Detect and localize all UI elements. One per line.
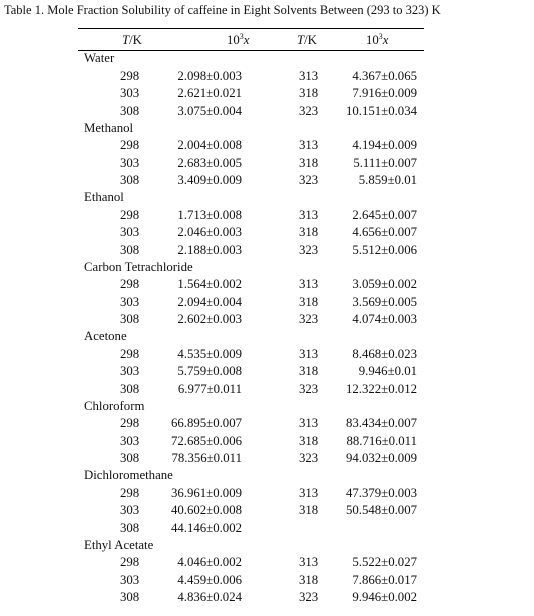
solubility-cell: 2.094±0.004 [177,294,242,309]
temperature-cell: 303 [120,364,140,378]
solubility-cell: 78.356±0.011 [171,451,242,465]
temperature-cell: 308 [120,520,140,535]
temperature-cell: 313 [299,207,319,222]
solubility-cell: 5.522±0.027 [352,555,417,569]
solubility-cell: 3.075±0.004 [177,103,242,118]
temperature-cell: 298 [120,207,140,222]
temperature-cell: 303 [120,294,140,309]
temperature-cell: 323 [299,312,319,326]
temperature-cell: 313 [299,555,319,569]
solubility-cell: 72.685±0.006 [170,433,242,448]
solubility-cell: 4.656±0.007 [352,225,417,239]
temperature-cell: 308 [120,590,140,604]
temperature-cell: 303 [120,572,140,587]
temperature-cell: 308 [120,451,140,465]
solubility-cell: 8.468±0.023 [352,346,417,361]
temperature-cell: 308 [120,381,140,396]
solvent-label: Water [84,51,115,65]
header-temperature-1: T/K [122,33,142,47]
temperature-cell: 318 [299,364,319,378]
solubility-cell: 5.859±0.01 [358,173,417,187]
temperature-cell: 303 [120,225,140,239]
temperature-cell: 303 [120,433,140,448]
solubility-cell: 3.569±0.005 [352,294,417,309]
temperature-cell: 298 [120,138,140,152]
solubility-cell: 3.059±0.002 [352,277,417,291]
solubility-cell: 9.946±0.01 [358,364,417,378]
temperature-cell: 298 [120,555,140,569]
temperature-cell: 313 [299,138,319,152]
temperature-cell: 303 [120,503,140,517]
solubility-cell: 6.977±0.011 [177,381,242,396]
solubility-cell: 2.046±0.003 [177,225,242,239]
temperature-cell: 298 [120,277,140,291]
solubility-cell: 2.621±0.021 [177,86,242,100]
solubility-cell: 50.548±0.007 [345,503,417,517]
solvent-label: Carbon Tetrachloride [84,259,193,274]
temperature-cell: 318 [299,294,319,309]
solubility-cell: 36.961±0.009 [170,485,242,500]
solubility-cell: 4.836±0.024 [177,590,242,604]
top-rule [78,28,424,29]
temperature-cell: 318 [299,155,319,170]
temperature-cell: 318 [299,572,319,587]
solubility-cell: 7.866±0.017 [352,572,417,587]
temperature-cell: 308 [120,242,140,257]
solubility-cell: 2.645±0.007 [352,207,417,222]
solubility-cell: 1.713±0.008 [177,207,242,222]
solubility-cell: 4.459±0.006 [177,572,242,587]
header-temperature-2: T/K [297,33,317,47]
temperature-cell: 313 [299,277,319,291]
temperature-cell: 323 [299,590,319,604]
solubility-cell: 83.434±0.007 [345,416,417,430]
solubility-cell: 5.759±0.008 [177,364,242,378]
temperature-cell: 318 [299,86,319,100]
solubility-cell: 44.146±0.002 [170,520,242,535]
solvent-label: Methanol [84,120,134,135]
solubility-cell: 4.194±0.009 [352,138,417,152]
temperature-cell: 298 [120,416,140,430]
temperature-cell: 308 [120,103,140,118]
solubility-cell: 5.111±0.007 [353,155,417,170]
temperature-cell: 318 [299,433,319,448]
solubility-cell: 2.098±0.003 [177,68,242,83]
temperature-cell: 298 [120,346,140,361]
header-mole-fraction-2: $10^3x$ [366,32,389,47]
solubility-cell: 9.946±0.002 [352,590,417,604]
solubility-cell: 1.564±0.002 [177,277,242,291]
solubility-cell: 4.074±0.003 [352,312,417,326]
temperature-cell: 313 [299,485,319,500]
temperature-cell: 323 [299,451,319,465]
solubility-cell: 4.535±0.009 [177,346,242,361]
solubility-cell: 2.188±0.003 [177,242,242,257]
solubility-cell: 7.916±0.009 [352,86,417,100]
solubility-cell: 4.046±0.002 [177,555,242,569]
solvent-label: Ethanol [84,190,124,204]
solvent-label: Dichloromethane [84,468,173,482]
solubility-cell: 2.004±0.008 [177,138,242,152]
solubility-cell: 94.032±0.009 [345,451,417,465]
temperature-cell: 298 [120,68,140,83]
temperature-cell: 303 [120,86,140,100]
solubility-cell: 2.683±0.005 [177,155,242,170]
solubility-cell: 40.602±0.008 [170,503,242,517]
temperature-cell: 313 [299,416,319,430]
temperature-cell: 313 [299,346,319,361]
temperature-cell: 323 [299,381,319,396]
solubility-cell: 47.379±0.003 [345,485,417,500]
solubility-cell: 3.409±0.009 [177,173,242,187]
temperature-cell: 318 [299,503,319,517]
temperature-cell: 323 [299,173,319,187]
temperature-cell: 323 [299,103,319,118]
temperature-cell: 318 [299,225,319,239]
temperature-cell: 298 [120,485,140,500]
temperature-cell: 308 [120,312,140,326]
temperature-cell: 323 [299,242,319,257]
solubility-cell: 4.367±0.065 [352,68,417,83]
solubility-cell: 2.602±0.003 [177,312,242,326]
table-caption: Table 1. Mole Fraction Solubility of caffeine in Eight Solvents Between (293 to 323) K [4,3,441,17]
solubility-cell: 66.895±0.007 [170,416,242,430]
solvent-label: Ethyl Acetate [84,537,154,552]
temperature-cell: 313 [299,68,319,83]
header-rule [78,50,424,51]
temperature-cell: 308 [120,173,140,187]
solvent-label: Acetone [84,329,127,343]
solubility-cell: 10.151±0.034 [345,103,417,118]
temperature-cell: 303 [120,155,140,170]
solvent-label: Chloroform [84,398,145,413]
solubility-cell: 5.512±0.006 [352,242,417,257]
solubility-cell: 12.322±0.012 [345,381,417,396]
solubility-cell: 88.716±0.011 [346,433,417,448]
header-mole-fraction-1: $10^3x$ [227,32,250,47]
